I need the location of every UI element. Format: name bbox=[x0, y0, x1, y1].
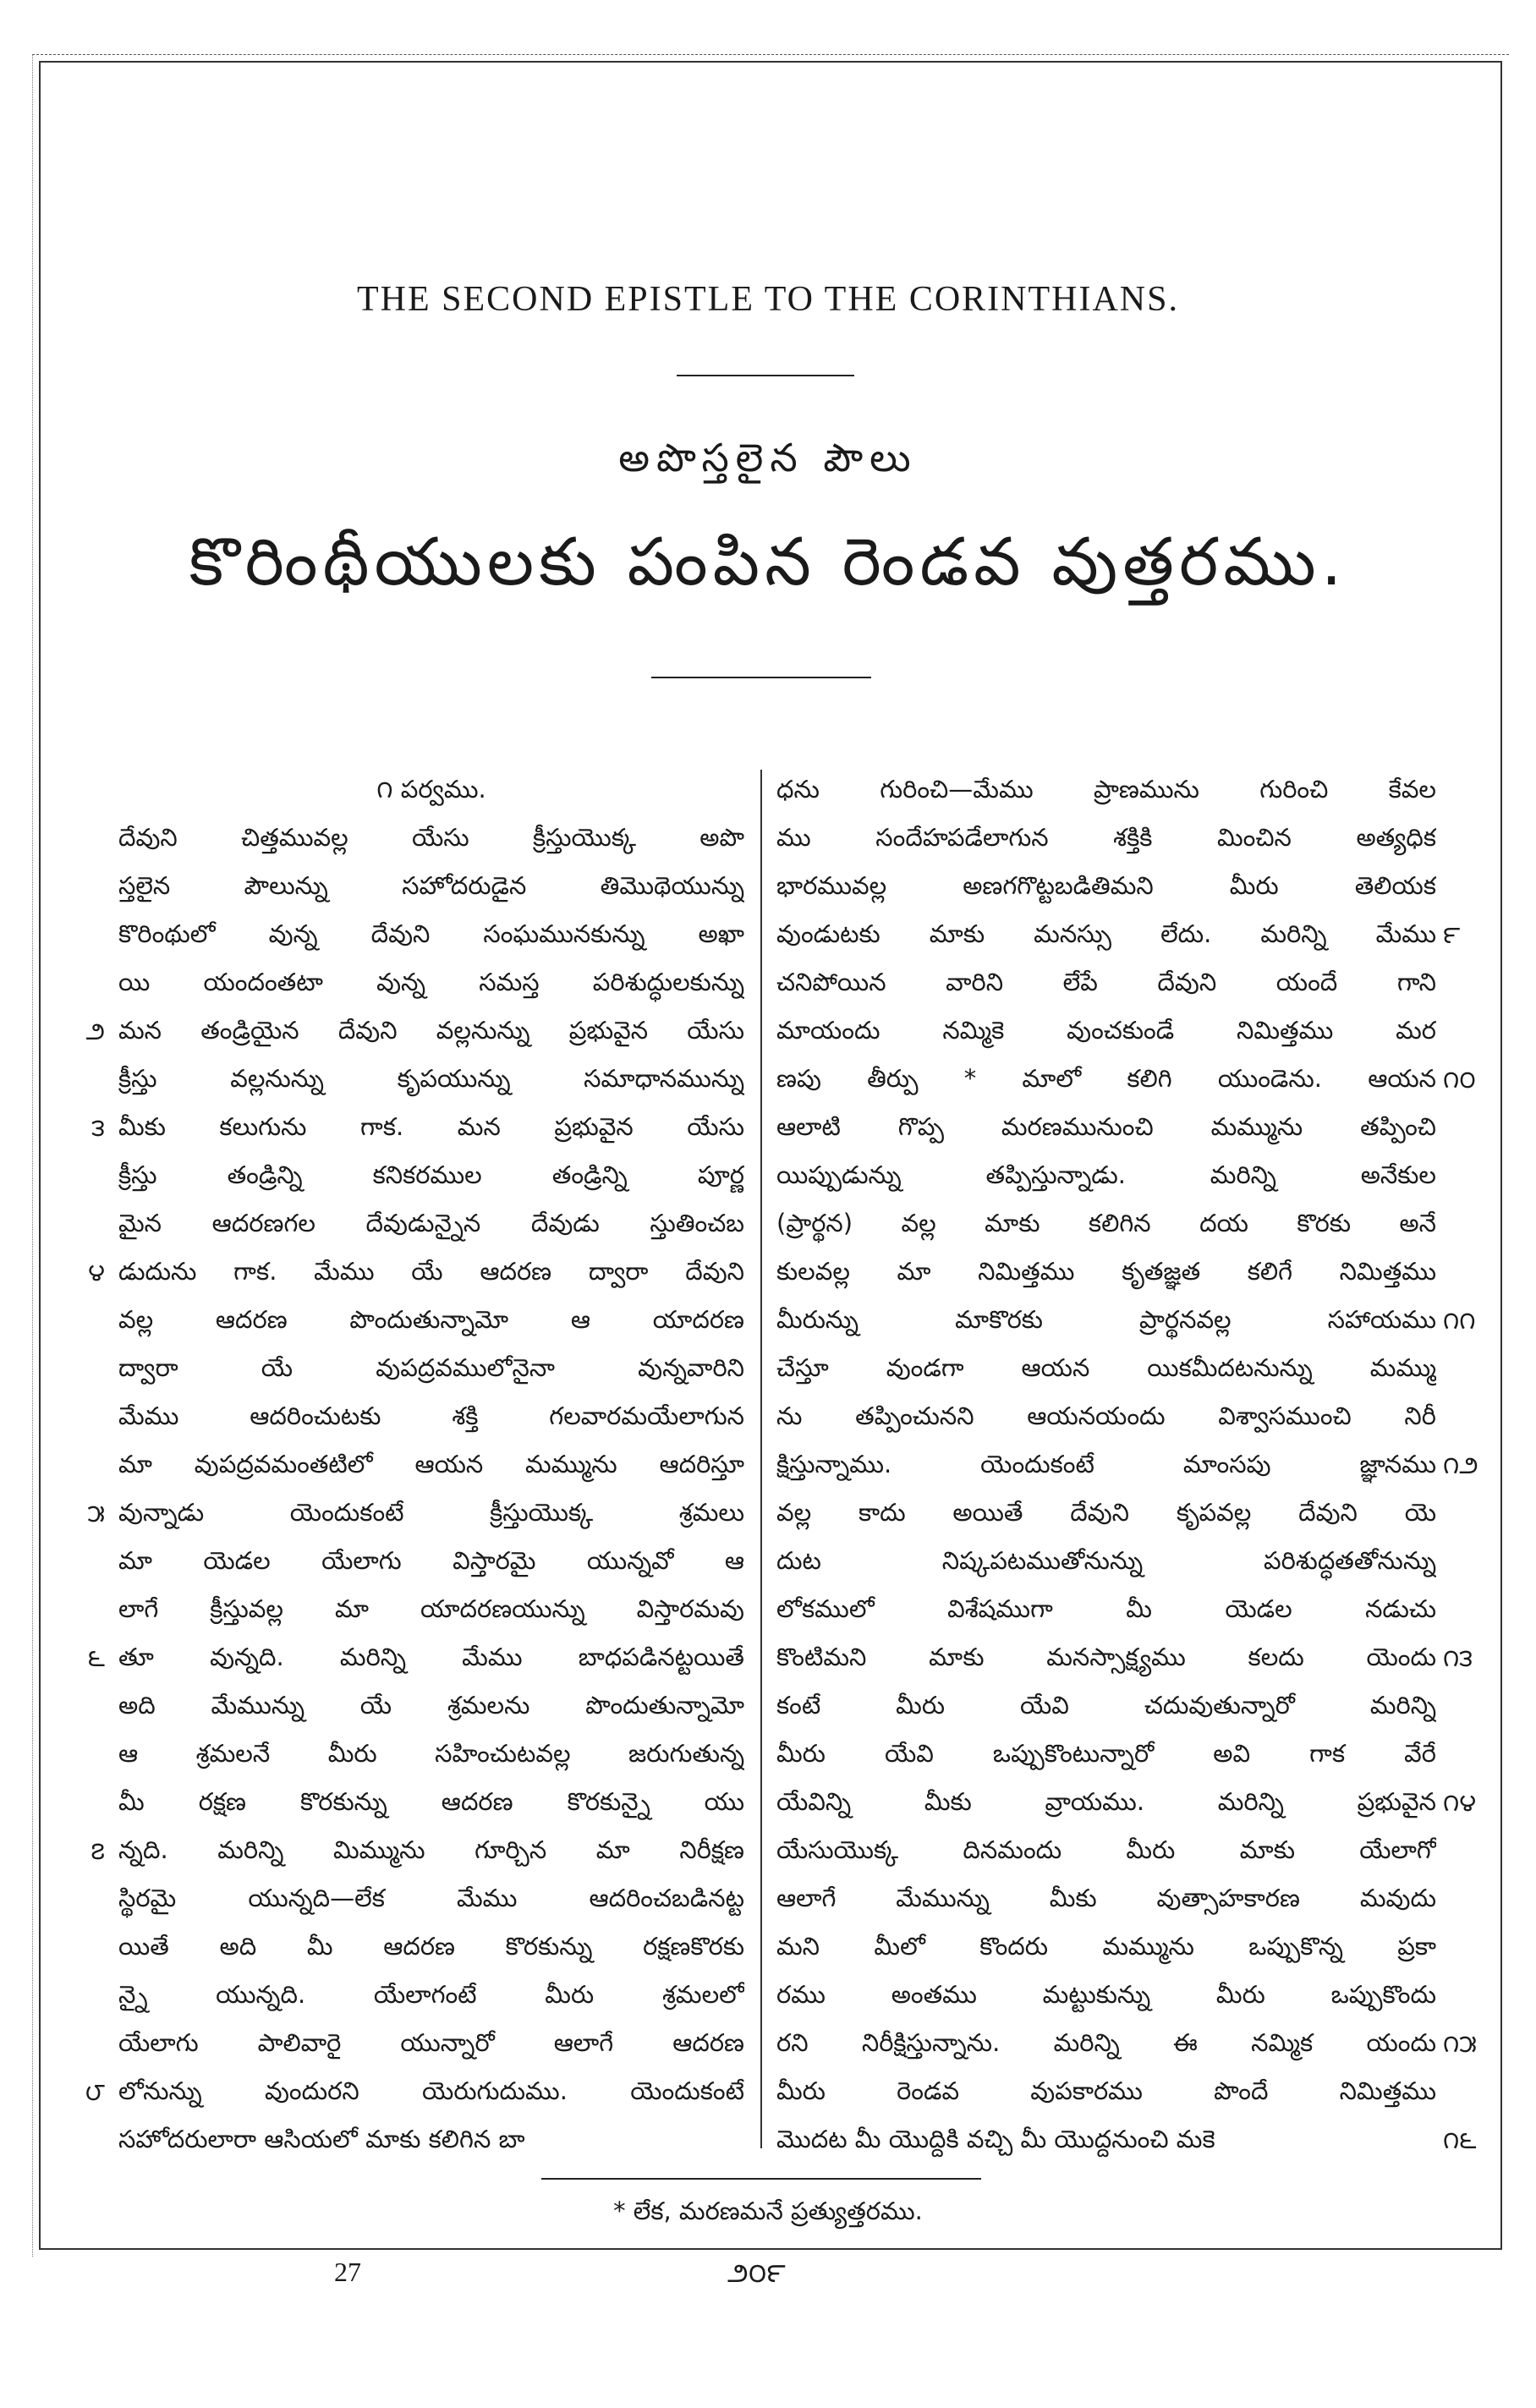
verse-number: ౩ bbox=[91, 1113, 105, 1142]
text-line: డుదును గాక. మేము యే ఆదరణ ద్వారా దేవుని bbox=[118, 1257, 744, 1286]
text-line: యిప్పుడున్ను తప్పిస్తున్నాడు. మరిన్ని అనేకుల bbox=[776, 1160, 1436, 1189]
text-line: మీరు యేవి ఒప్పుకొంటున్నారో అవి గాక వేరే bbox=[776, 1739, 1436, 1768]
text-line: యి యందంతటా వున్న సమస్త పరిశుద్ధులకున్ను bbox=[118, 968, 744, 996]
text-line: కొంటిమని మాకు మనస్సాక్ష్యము కలదు యెందు bbox=[776, 1643, 1436, 1671]
text-line: ణపు తీర్పు * మాలో కలిగి యుండెను. ఆయన bbox=[776, 1064, 1436, 1093]
text-line: ఆలాగే మేమున్ను మీకు వుత్సాహకారణ మవుదు bbox=[776, 1884, 1436, 1912]
text-line: స్తలైన పౌలున్ను సహోదరుడైన తిమొథెయున్ను bbox=[118, 871, 744, 900]
telugu-subtitle: అపొస్తలైన పౌలు bbox=[618, 435, 918, 480]
text-line: న్నది. మరిన్ని మిమ్మును గూర్చిన మా నిరీక్షణ bbox=[118, 1835, 744, 1864]
text-line: స్థిరమై యున్నది—లేక మేము ఆదరించబడినట్ట bbox=[118, 1884, 744, 1912]
text-line: దేవుని చిత్తమువల్ల యేసు క్రీస్తుయొక్క అపొ bbox=[118, 823, 744, 852]
verse-number: ౧౪ bbox=[1443, 1788, 1477, 1817]
text-line: రము అంతము మట్టుకున్ను మీరు ఒప్పుకొందు bbox=[776, 1980, 1436, 2009]
text-line: యేలాగు పాలివారై యున్నారో ఆలాగే ఆదరణ bbox=[118, 2028, 744, 2057]
text-line: కులవల్ల మా నిమిత్తము కృతజ్ఞత కలిగే నిమిత్తము bbox=[776, 1257, 1436, 1286]
verse-number: ౧౩ bbox=[1443, 1643, 1473, 1672]
verse-number: ౧౬ bbox=[1443, 2126, 1477, 2154]
text-line: మన తండ్రియైన దేవుని వల్లనున్ను ప్రభువైన యేసు bbox=[118, 1016, 744, 1045]
text-line: రని నిరీక్షిస్తున్నాను. మరిన్ని ఈ నమ్మిక యందు bbox=[776, 2028, 1436, 2057]
text-line: ద్వారా యే వుపద్రవములోనైనా వున్నవారిని bbox=[118, 1353, 744, 1382]
verse-number: ౭ bbox=[91, 1836, 105, 1865]
text-line: లోకములో విశేషముగా మీ యెడల నడుచు bbox=[776, 1594, 1436, 1623]
text-line: చనిపోయిన వారిని లేపే దేవుని యందే గాని bbox=[776, 968, 1436, 996]
text-line: క్రీస్తు వల్లనున్ను కృపయున్ను సమాధానమున్ను bbox=[118, 1064, 744, 1093]
text-line: వల్ల కాదు అయితే దేవుని కృపవల్ల దేవుని యె bbox=[776, 1498, 1436, 1527]
text-line: మీరు రెండవ వుపకారము పొందే నిమిత్తము bbox=[776, 2076, 1436, 2105]
text-line: వుండుటకు మాకు మనస్సు లేదు. మరిన్ని మేము bbox=[776, 919, 1436, 948]
text-line: భారమువల్ల అణగగొట్టబడితిమని మీరు తెలియక bbox=[776, 871, 1436, 900]
right-column-lines bbox=[776, 765, 1436, 2164]
text-line: మీ రక్షణ కొరకున్ను ఆదరణ కొరకున్నై యు bbox=[118, 1787, 744, 1816]
text-line: యేసుయొక్క దినమందు మీరు మాకు యేలాగో bbox=[776, 1835, 1436, 1864]
text-line: లోనున్ను వుందురని యెరుగుదుము. యెందుకంటే bbox=[118, 2076, 744, 2105]
verse-number: ౧౦ bbox=[1443, 1065, 1476, 1094]
left-column bbox=[118, 765, 744, 2164]
text-line: చేస్తూ వుండగా ఆయన యికమీదటనున్ను మమ్ము bbox=[776, 1353, 1436, 1382]
text-line: వల్ల ఆదరణ పొందుతున్నామో ఆ యాదరణ bbox=[118, 1305, 744, 1334]
text-line: వున్నాడు యెందుకంటే క్రీస్తుయొక్క శ్రమలు bbox=[118, 1498, 744, 1527]
text-line: అది మేమున్ను యే శ్రమలను పొందుతున్నామో bbox=[118, 1691, 744, 1720]
text-line: మొదట మీ యొద్దికి వచ్చి మీ యొద్దనుంచి మకె bbox=[776, 2125, 1215, 2153]
text-line: మీకు కలుగును గాక. మన ప్రభువైన యేసు bbox=[118, 1112, 744, 1141]
text-line: మా వుపద్రవమంతటిలో ఆయన మమ్మును ఆదరిస్తూ bbox=[118, 1450, 744, 1478]
verse-number: ౧౫ bbox=[1443, 2029, 1477, 2058]
text-line: మేము ఆదరించుటకు శక్తి గలవారమయేలాగున bbox=[118, 1401, 744, 1430]
text-line: ధను గురించి—మేము ప్రాణమును గురించి కేవల bbox=[776, 775, 1436, 804]
text-line: యేవిన్ని మీకు వ్రాయము. మరిన్ని ప్రభువైన bbox=[776, 1787, 1436, 1816]
subtitle-rule bbox=[651, 677, 871, 678]
text-line: ము సందేహపడేలాగున శక్తికి మించిన అత్యధిక bbox=[776, 823, 1436, 852]
text-line: ఆలాటి గొప్ప మరణమునుంచి మమ్మును తప్పించి bbox=[776, 1112, 1436, 1141]
text-line: క్రీస్తు తండ్రిన్ని కనికరముల తండ్రిన్ని పూర్ణ bbox=[118, 1160, 744, 1189]
verse-number: ౧౧ bbox=[1443, 1306, 1476, 1335]
text-line: తూ వున్నది. మరిన్ని మేము బాధపడినట్టయితే bbox=[118, 1643, 744, 1671]
title-rule bbox=[677, 375, 854, 376]
verse-number: ౮ bbox=[85, 2077, 105, 2106]
english-title: THE SECOND EPISTLE TO THE CORINTHIANS. bbox=[356, 280, 1179, 319]
text-line: మైన ఆదరణగల దేవుడున్నైన దేవుడు స్తుతించబ bbox=[118, 1209, 744, 1237]
column-divider bbox=[760, 770, 762, 2148]
page-number-telugu: ౨౦౯ bbox=[727, 2257, 786, 2289]
text-line: లాగే క్రీస్తువల్ల మా యాదరణయున్ను విస్తారమవు bbox=[118, 1594, 744, 1623]
verse-number: ౬ bbox=[87, 1643, 105, 1672]
right-column bbox=[776, 765, 1436, 2164]
text-line: (ప్రార్థన) వల్ల మాకు కలిగిన దయ కొరకు అనే bbox=[776, 1209, 1436, 1237]
text-line: ను తప్పించునని ఆయనయందు విశ్వాసముంచి నిరీ bbox=[776, 1401, 1436, 1430]
text-line: మా యెడల యేలాగు విస్తారమై యున్నవో ఆ bbox=[118, 1546, 744, 1575]
text-line: దుట నిష్కపటముతోనున్ను పరిశుద్ధతతోనున్ను bbox=[776, 1546, 1436, 1575]
text-line: ఆ శ్రమలనే మీరు సహించుటవల్ల జరుగుతున్న bbox=[118, 1739, 744, 1768]
verse-number: ౫ bbox=[87, 1499, 105, 1528]
page-number: 27 bbox=[334, 2257, 361, 2287]
text-line: సహోదరులారా ఆసియలో మాకు కలిగిన బా bbox=[118, 2125, 525, 2153]
text-line: యితే అది మీ ఆదరణ కొరకున్ను రక్షణకొరకు bbox=[118, 1932, 744, 1961]
chapter-heading: ౧ పర్వము. bbox=[376, 775, 486, 804]
text-line: కొరింథులో వున్న దేవుని సంఘమునకున్ను అఖా bbox=[118, 919, 744, 948]
telugu-title: కొరింథీయులకు పంపిన రెండవ వుత్తరము. bbox=[189, 524, 1347, 601]
footnote-rule bbox=[541, 2178, 981, 2180]
text-line: మాయందు నమ్మికె వుంచకుండే నిమిత్తము మర bbox=[776, 1016, 1436, 1045]
text-line: మీరున్ను మాకొరకు ప్రార్థనవల్ల సహాయము bbox=[776, 1305, 1436, 1334]
text-line: కంటే మీరు యేవి చదువుతున్నారో మరిన్ని bbox=[776, 1691, 1436, 1720]
left-column-lines bbox=[118, 814, 744, 2164]
footnote: * లేక, మరణమనే ప్రత్యుత్తరము. bbox=[613, 2197, 923, 2225]
text-line: మని మీలో కొందరు మమ్మును ఒప్పుకొన్న ప్రకా bbox=[776, 1932, 1436, 1961]
text-line: క్షిస్తున్నాము. యెందుకంటే మాంసపు జ్ఞానము bbox=[776, 1450, 1436, 1478]
text-line: న్నై యున్నది. యేలాగంటే మీరు శ్రమలలో bbox=[118, 1980, 744, 2009]
verse-number: ౨ bbox=[85, 1017, 105, 1045]
verse-number: ౯ bbox=[1443, 920, 1461, 949]
verse-number: ౪ bbox=[88, 1258, 105, 1286]
verse-number: ౧౨ bbox=[1443, 1451, 1478, 1479]
